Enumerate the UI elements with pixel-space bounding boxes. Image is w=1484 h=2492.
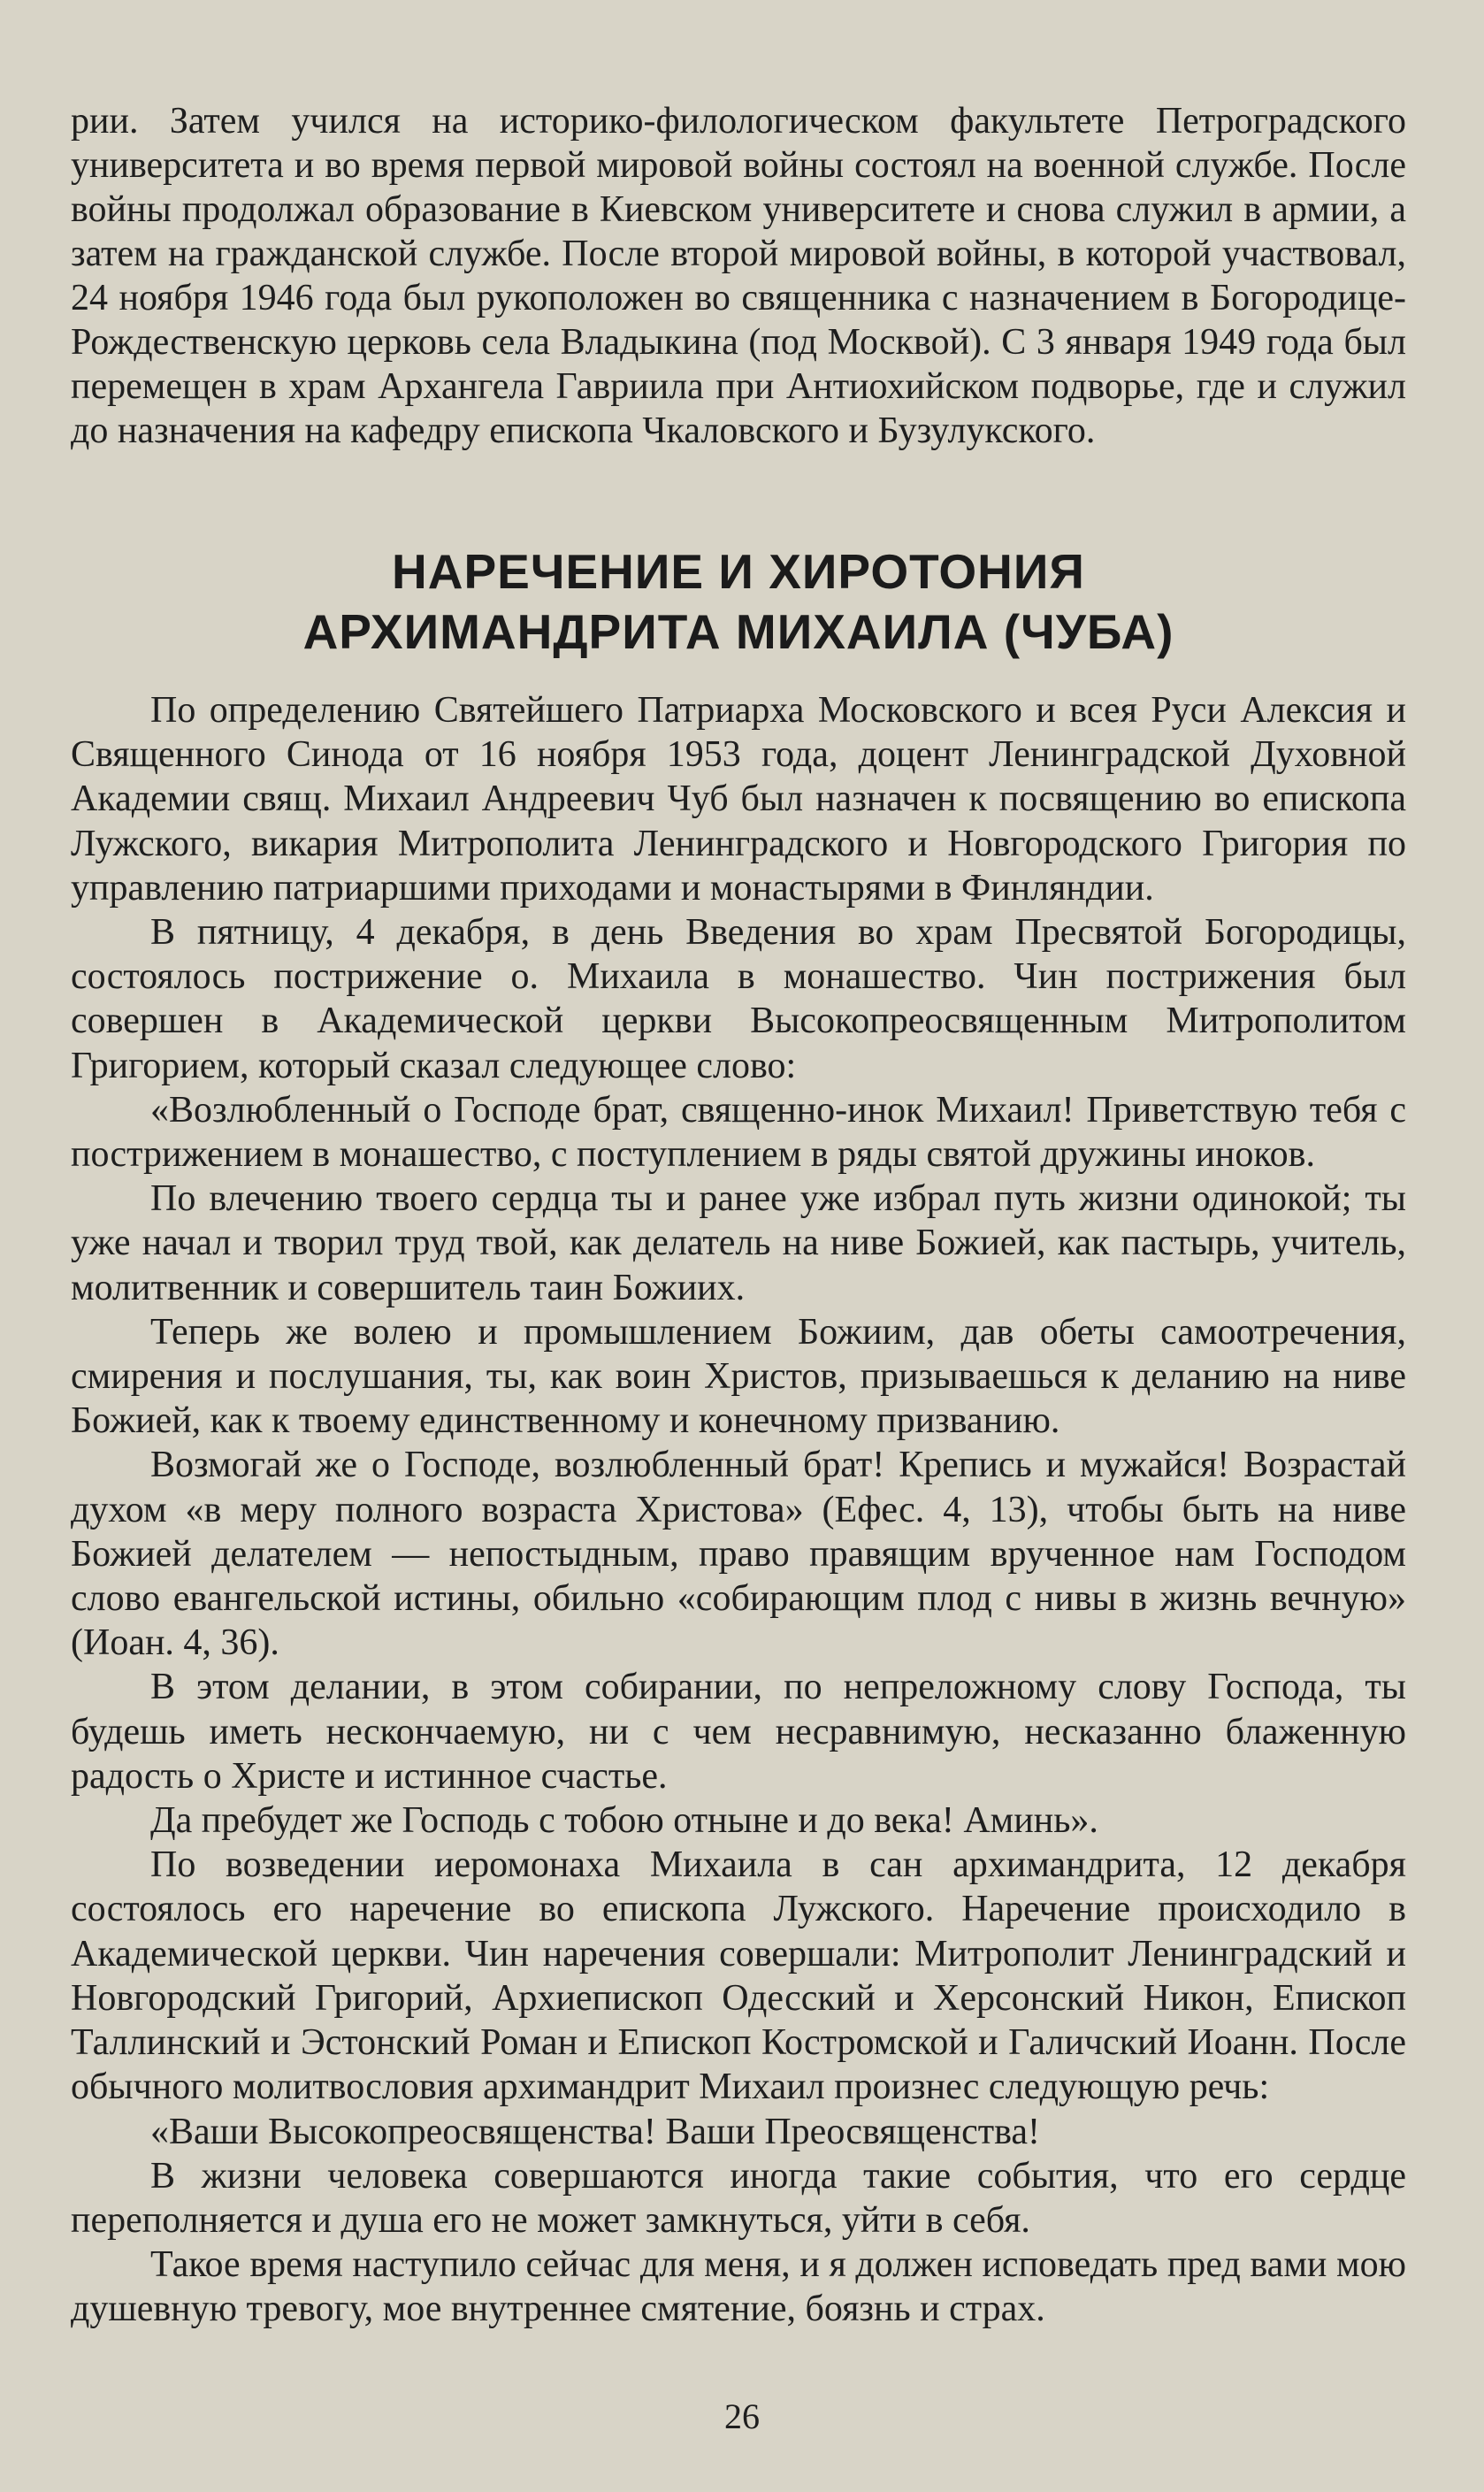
paragraph: «Ваши Высокопреосвященства! Ваши Преосвященства! [150, 2111, 1040, 2152]
section-heading [71, 541, 1406, 662]
paragraph: В пятницу, 4 декабря, в день Введения во храм Пресвятой Богородицы, состоялось пострижение о. Михаила в монашество. Чин пострижения был совершен в Академической церкви Высокопреосвященным Митрополитом Григорием, который сказал следующее слово: [71, 912, 1406, 1086]
paragraph: В этом делании, в этом собирании, по непреложному слову Господа, ты будешь иметь нескончаемую, ни с чем несравнимую, несказанно блаженную радость о Христе и истинное счастье. [71, 1667, 1406, 1797]
article-body [71, 688, 1406, 2332]
page-number: 26 [724, 2396, 760, 2436]
paragraph: По возведении иеромонаха Михаила в сан архимандрита, 12 декабря состоялось его наречение во епископа Лужского. Наречение происходило в Академической церкви. Чин наречения совершали: Митрополит Ленинградский и Новгородский Григорий, Архиепископ Одесский и Херсонский Никон, Епископ Таллинский и Эстонский Роман и Епископ Костромской и Галичский Иоанн. После обычного молитвословия архимандрит Михаил произнес следующую речь: [71, 1844, 1406, 2108]
paragraph: Теперь же волею и промышлением Божиим, дав обеты самоотречения, смирения и послушания, ты, как воин Христов, призываешься к деланию на ниве Божией, как к твоему единственному и конечному призванию. [71, 1311, 1406, 1442]
paragraph: По влечению твоего сердца ты и ранее уже избрал путь жизни одинокой; ты уже начал и творил труд твой, как делатель на ниве Божией, как пастырь, учитель, молитвенник и совершитель таин Божиих. [71, 1178, 1406, 1308]
paragraph: По определению Святейшего Патриарха Московского и всея Руси Алексия и Священного Синода от 16 ноября 1953 года, доцент Ленинградской Духовной Академии свящ. Михаил Андреевич Чуб был назначен к посвящению во епископа Лужского, викария Митрополита Ленинградского и Новгородского Григория по управлению патриаршими приходами и монастырями в Финляндии. [71, 690, 1406, 909]
paragraph: «Возлюбленный о Господе брат, священно-инок Михаил! Приветствую тебя с пострижением в монашество, с поступлением в ряды святой дружины иноков. [71, 1089, 1406, 1176]
paragraph: Возмогай же о Господе, возлюбленный брат! Крепись и мужайся! Возрастай духом «в меру полного возраста Христова» (Ефес. 4, 13), чтобы быть на ниве Божией делателем — непостыдным, право правящим врученное нам Господом слово евангельской истины, обильно «собирающим плод с нивы в жизнь вечную» (Иоан. 4, 36). [71, 1445, 1406, 1664]
paragraph: Такое время наступило сейчас для меня, и я должен исповедать пред вами мою душевную тревогу, мое внутреннее смятение, боязнь и страх. [71, 2244, 1406, 2330]
heading-line-1: НАРЕЧЕНИЕ И ХИРОТОНИЯ [392, 544, 1085, 599]
paragraph: В жизни человека совершаются иногда такие события, что его сердце переполняется и душа его не может замкнуться, уйти в себя. [71, 2155, 1406, 2241]
paragraph: Да пребудет же Господь с тобою отныне и до века! Аминь». [150, 1800, 1098, 1842]
heading-line-2: АРХИМАНДРИТА МИХАИЛА (ЧУБА) [302, 604, 1174, 659]
intro-text-block [71, 99, 1406, 453]
intro-paragraph: рии. Затем учился на историко-филологическом факультете Петроградского университета и во время первой мировой войны состоял на военной службе. После войны продолжал образование в Киевском университете и снова служил в армии, а затем на гражданской службе. После второй мировой войны, в которой участвовал, 24 ноября 1946 года был рукоположен во священника с назначением в Богородице-Рождественскую церковь села Владыкина (под Москвой). С 3 января 1949 года был перемещен в храм Архангела Гавриила при Антиохийском подворье, где и служил до назначения на кафедру епископа Чкаловского и Бузулукского. [71, 101, 1406, 451]
